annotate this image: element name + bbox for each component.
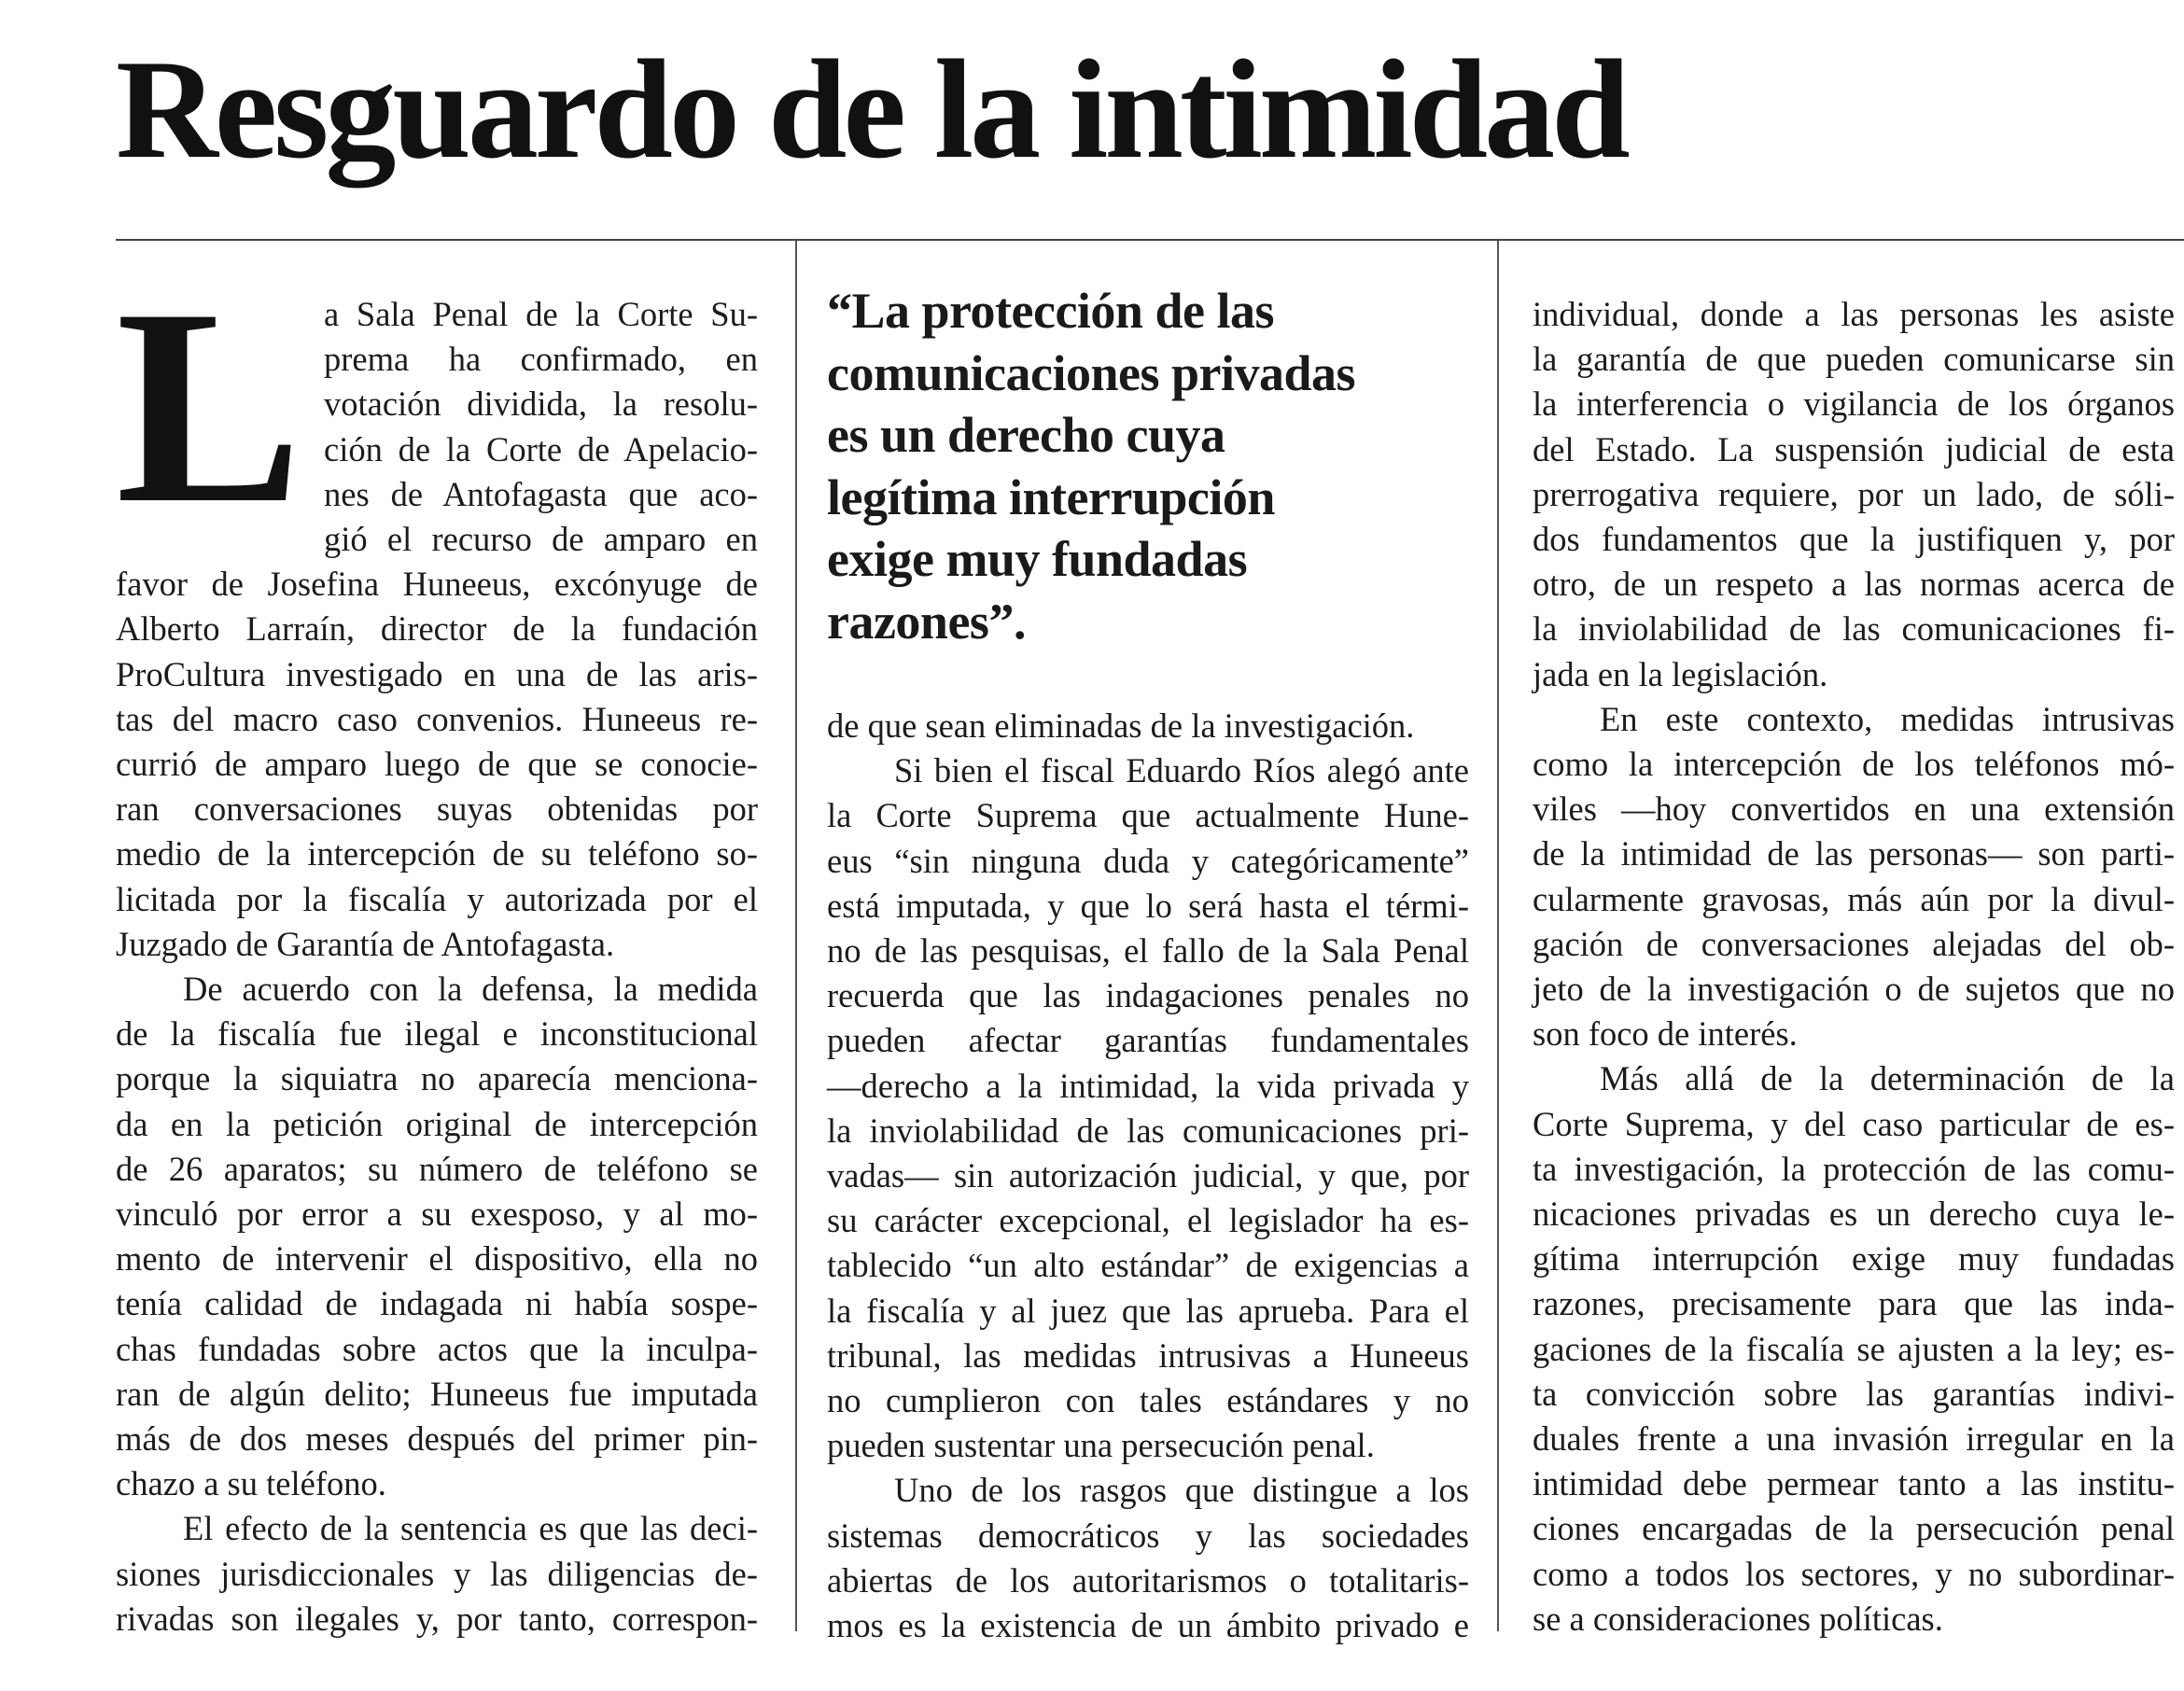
text-line: gió el recurso de amparo en bbox=[324, 520, 758, 559]
text-line: da en la petición original de intercepción bbox=[116, 1104, 758, 1143]
text-line: como la intercepción de los teléfonos mó- bbox=[1533, 745, 2175, 784]
text-line: Más allá de la determinación de la bbox=[1600, 1059, 2175, 1098]
text-line: del Estado. La suspensión judicial de esta bbox=[1533, 429, 2175, 468]
pull-quote-line: exige muy fundadas bbox=[827, 531, 1248, 587]
text-line: licitada por la fiscalía y autorizada por el bbox=[116, 879, 758, 918]
text-line: vadas— sin autorización judicial, y que, por bbox=[827, 1156, 1469, 1195]
text-line: De acuerdo con la defensa, la medida bbox=[183, 970, 758, 1009]
intro-paragraph bbox=[324, 292, 758, 562]
text-line: cularmente gravosas, más aún por la divul- bbox=[1533, 879, 2175, 918]
text-line: de la intimidad de las personas— son parti- bbox=[1533, 834, 2175, 873]
text-line: la garantía de que pueden comunicarse sin bbox=[1533, 340, 2175, 379]
text-line: siones jurisdiccionales y las diligencias de- bbox=[116, 1554, 758, 1593]
text-line: tas del macro caso convenios. Huneeus re- bbox=[116, 699, 758, 738]
text-line: la inviolabilidad de las comunicaciones pri- bbox=[827, 1111, 1469, 1150]
text-line: como a todos los sectores, y no subordinar- bbox=[1533, 1554, 2175, 1593]
text-line: chas fundadas sobre actos que la inculpa- bbox=[116, 1329, 758, 1368]
text-line: gación de conversaciones alejadas del ob- bbox=[1533, 924, 2175, 963]
text-line: ta investigación, la protección de las comu- bbox=[1533, 1149, 2175, 1188]
text-line: Juzgado de Garantía de Antofagasta. bbox=[116, 924, 615, 963]
text-line: tribunal, las medidas intrusivas a Huneeus bbox=[827, 1335, 1469, 1375]
text-line: favor de Josefina Huneeus, excónyuge de bbox=[116, 565, 758, 604]
column-1 bbox=[116, 251, 758, 1642]
text-line: gaciones de la fiscalía se ajusten a la ley; es- bbox=[1533, 1329, 2175, 1368]
text-line: ta convicción sobre las garantías indivi- bbox=[1533, 1374, 2175, 1413]
text-line: se a consideraciones políticas. bbox=[1533, 1599, 1943, 1638]
text-line: recuerda que las indagaciones penales no bbox=[827, 976, 1469, 1015]
text-line: rivadas son ilegales y, por tanto, correspon- bbox=[116, 1599, 758, 1638]
text-line: tablecido “un alto estándar” de exigencias a bbox=[827, 1246, 1469, 1285]
article-body bbox=[1533, 292, 2175, 1642]
text-line: viles —hoy convertidos en una extensión bbox=[1533, 790, 2175, 829]
pull-quote bbox=[827, 280, 1469, 652]
text-line: gítima interrupción exige muy fundadas bbox=[1533, 1239, 2175, 1279]
text-line: prerrogativa requiere, por un lado, de sóli- bbox=[1533, 474, 2175, 513]
text-line: la inviolabilidad de las comunicaciones fi- bbox=[1533, 609, 2175, 649]
text-line: porque la siquiatra no aparecía menciona- bbox=[116, 1059, 758, 1098]
drop-cap: L bbox=[116, 251, 303, 561]
text-line: individual, donde a las personas les asiste bbox=[1533, 295, 2175, 333]
text-line: mento de intervenir el dispositivo, ella no bbox=[116, 1239, 758, 1279]
text-line: jada en la legislación. bbox=[1533, 654, 1828, 693]
text-line: nicaciones privadas es un derecho cuya le- bbox=[1533, 1195, 2175, 1234]
column-divider bbox=[1497, 241, 1499, 1631]
headline-rule bbox=[116, 239, 2184, 241]
text-line: la interferencia o vigilancia de los órganos bbox=[1533, 384, 2175, 424]
text-line: la fiscalía y al juez que las aprueba. Para el bbox=[827, 1291, 1469, 1330]
article-body bbox=[116, 562, 758, 1642]
text-line: nes de Antofagasta que aco- bbox=[324, 474, 758, 513]
text-line: ciones encargadas de la persecución penal bbox=[1533, 1509, 2175, 1548]
text-line: Corte Suprema, y del caso particular de es- bbox=[1533, 1104, 2175, 1143]
text-line: Alberto Larraín, director de la fundación bbox=[116, 609, 758, 649]
text-line: El efecto de la sentencia es que las deci- bbox=[183, 1509, 758, 1548]
text-line: pueden sustentar una persecución penal. bbox=[827, 1426, 1375, 1465]
text-line: de que sean eliminadas de la investigación. bbox=[827, 706, 1415, 745]
text-line: currió de amparo luego de que se conocie- bbox=[116, 745, 758, 784]
pull-quote-line: comunicaciones privadas bbox=[827, 344, 1356, 401]
text-line: En este contexto, medidas intrusivas bbox=[1600, 699, 2175, 738]
text-line: Uno de los rasgos que distingue a los bbox=[894, 1471, 1469, 1510]
pull-quote-line: legítima interrupción bbox=[827, 468, 1275, 525]
text-line: Si bien el fiscal Eduardo Ríos alegó ante bbox=[894, 751, 1469, 790]
text-line: la Corte Suprema que actualmente Hune- bbox=[827, 796, 1469, 835]
text-line: votación dividida, la resolu- bbox=[324, 384, 758, 424]
text-line: razones, precisamente para que las inda- bbox=[1533, 1284, 2175, 1323]
text-line: —derecho a la intimidad, la vida privada y bbox=[827, 1066, 1469, 1105]
pull-quote-line: es un derecho cuya bbox=[827, 407, 1225, 463]
headline: Resguardo de la intimidad bbox=[116, 31, 1627, 188]
text-line: de 26 aparatos; su número de teléfono se bbox=[116, 1149, 758, 1188]
text-line: ProCultura investigado en una de las aris- bbox=[116, 654, 758, 693]
text-line: chazo a su teléfono. bbox=[116, 1464, 386, 1503]
text-line: sistemas democráticos y las sociedades bbox=[827, 1516, 1469, 1555]
text-line: duales frente a una invasión irregular en la bbox=[1533, 1419, 2175, 1459]
text-line: eus “sin ninguna duda y categóricamente” bbox=[827, 841, 1469, 880]
text-line: ción de la Corte de Apelacio- bbox=[324, 429, 758, 468]
text-line: prema ha confirmado, en bbox=[324, 340, 758, 379]
text-line: otro, de un respeto a las normas acerca de bbox=[1533, 565, 2175, 604]
column-2 bbox=[827, 280, 1469, 1648]
text-line: vinculó por error a su exesposo, y al mo- bbox=[116, 1195, 758, 1234]
pull-quote-line: razones”. bbox=[827, 593, 1026, 650]
text-line: dos fundamentos que la justifiquen y, por bbox=[1533, 520, 2175, 559]
text-line: pueden afectar garantías fundamentales bbox=[827, 1021, 1469, 1060]
text-line: son foco de interés. bbox=[1533, 1014, 1798, 1054]
text-line: mos es la existencia de un ámbito privado e bbox=[827, 1606, 1469, 1645]
column-3 bbox=[1533, 292, 2175, 1642]
text-line: abiertas de los autoritarismos o totalitaris- bbox=[827, 1560, 1469, 1600]
text-line: no de las pesquisas, el fallo de la Sala Penal bbox=[827, 931, 1469, 971]
text-line: su carácter excepcional, el legislador ha es- bbox=[827, 1201, 1469, 1240]
text-line: más de dos meses después del primer pin- bbox=[116, 1419, 758, 1459]
text-line: ran de algún delito; Huneeus fue imputada bbox=[116, 1374, 758, 1413]
text-line: está imputada, y que lo será hasta el térmi- bbox=[827, 886, 1469, 925]
text-line: no cumplieron con tales estándares y no bbox=[827, 1381, 1469, 1420]
text-line: medio de la intercepción de su teléfono so- bbox=[116, 834, 758, 873]
text-line: jeto de la investigación o de sujetos que no bbox=[1533, 970, 2175, 1009]
article-body bbox=[827, 704, 1469, 1648]
text-line: intimidad debe permear tanto a las institu- bbox=[1533, 1464, 2175, 1503]
text-line: de la fiscalía fue ilegal e inconstitucional bbox=[116, 1014, 758, 1054]
column-divider bbox=[795, 241, 797, 1631]
text-line: tenía calidad de indagada ni había sospe- bbox=[116, 1284, 758, 1323]
pull-quote-line: “La protección de las bbox=[827, 283, 1274, 339]
text-line: a Sala Penal de la Corte Su- bbox=[324, 295, 758, 333]
text-line: ran conversaciones suyas obtenidas por bbox=[116, 790, 758, 829]
